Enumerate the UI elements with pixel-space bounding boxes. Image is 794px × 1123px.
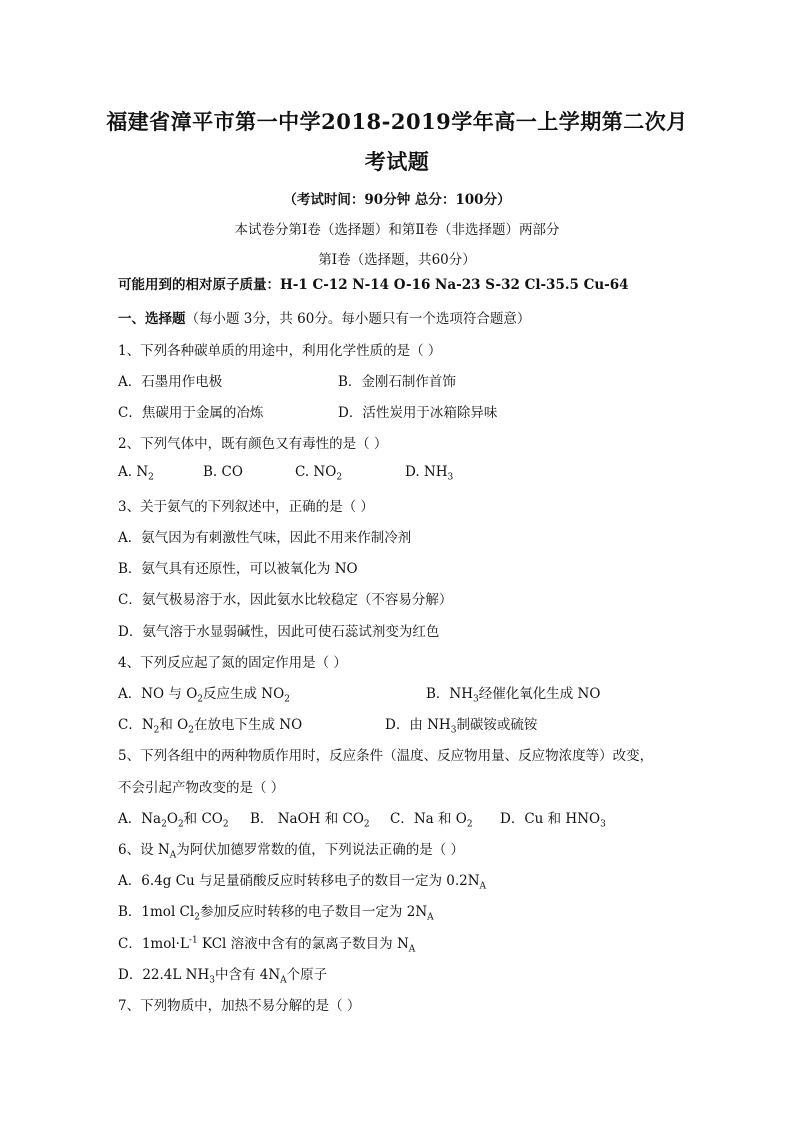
q3-option-c: C．氨气极易溶于水，因此氨水比较稳定（不容易分解） [118,592,453,608]
exam-title-line2: 考试题 [364,149,430,174]
q1-option-d: D．活性炭用于冰箱除异味 [338,405,498,421]
q4-option-b: B．$NH_3$经催化氧化生成 NO [426,686,601,705]
q2-stem: 2、下列气体中，既有颜色又有毒性的是（ ） [118,436,388,452]
q4-stem: 4、下列反应起了氮的固定作用是（ ） [118,655,347,671]
q6-stem: 6、设 $N_A$为阿伏加德罗常数的值，下列说法正确的是（ ） [118,842,464,861]
q2-option-a: A. $N_2$ [118,464,154,483]
q6-option-d: D．22.4L $NH_3$中含有 $4N_A$个原子 [118,967,328,986]
q1-stem: 1、下列各种碳单质的用途中，利用化学性质的是（ ） [118,343,442,359]
q4-option-c: C．$N_2$和 $O_2$在放电下生成 NO [118,717,303,736]
section-heading-bold: 一、选择题 [118,311,186,327]
q6-option-c: C．$1mol\cdot L^{-1}$ KCl 溶液中含有的氯离子数目为 $N_A$ [118,935,416,955]
section-heading-rest: （每小题 3分，共 60分。每小题只有一个选项符合题意） [185,311,531,327]
q3-option-d: D．氨气溶于水显弱碱性，因此可使石蕊试剂变为红色 [118,624,440,640]
q5-option-d: D．Cu 和 $HNO_3$ [500,811,606,830]
q1-option-c: C．焦碳用于金属的冶炼 [118,405,264,421]
part1-title: 第Ⅰ卷（选择题，共60分） [318,252,476,268]
q6-option-a: A．6.4g Cu 与足量硝酸反应时转移电子的数目一定为 $0.2N_A$ [118,873,487,892]
atomic-masses: 可能用到的相对原子质量：H-1 C-12 N-14 O-16 Na-23 S-32 Cl-35.5 Cu-64 [118,277,629,293]
q5-stem-line2: 不会引起产物改变的是（ ） [118,780,285,796]
q4-option-d: D．由 $NH_3$制碳铵或硫铵 [385,717,538,736]
exam-info: （考试时间：90分钟 总分：100分） [283,192,511,208]
q2-option-d: D. $NH_3$ [405,464,454,483]
q7-stem: 7、下列物质中，加热不易分解的是（ ） [118,998,361,1014]
q5-option-b: B． NaOH 和 $CO_2$ [250,811,370,830]
q5-stem-line1: 5、下列各组中的两种物质作用时，反应条件（温度、反应物用量、反应物浓度等）改变， [118,748,654,764]
exam-title-line1: 福建省漳平市第一中学2018-2019学年高一上学期第二次月 [106,109,688,134]
q3-option-b: B．氨气具有还原性，可以被氧化为 NO [118,561,358,577]
q4-option-a: A．NO 与 $O_2$反应生成 $NO_2$ [118,686,290,705]
q1-option-b: B．金刚石制作首饰 [338,374,456,390]
q3-stem: 3、关于氨气的下列叙述中，正确的是（ ） [118,499,374,515]
q2-option-c: C. $NO_2$ [295,464,343,483]
q3-option-a: A．氨气因为有刺激性气味，因此不用来作制冷剂 [118,530,412,546]
q6-option-b: B．1mol $Cl_2$参加反应时转移的电子数目一定为 $2N_A$ [118,904,434,923]
q2-option-b: B. CO [203,464,243,480]
parts-note: 本试卷分第Ⅰ卷（选择题）和第Ⅱ卷（非选择题）两部分 [234,222,560,238]
section-heading [118,307,530,327]
q5-option-a: A．$Na_2O_2$和 $CO_2$ [118,811,229,830]
q5-option-c: C．Na 和 $O_2$ [390,811,473,830]
q1-option-a: A．石墨用作电极 [118,374,223,390]
